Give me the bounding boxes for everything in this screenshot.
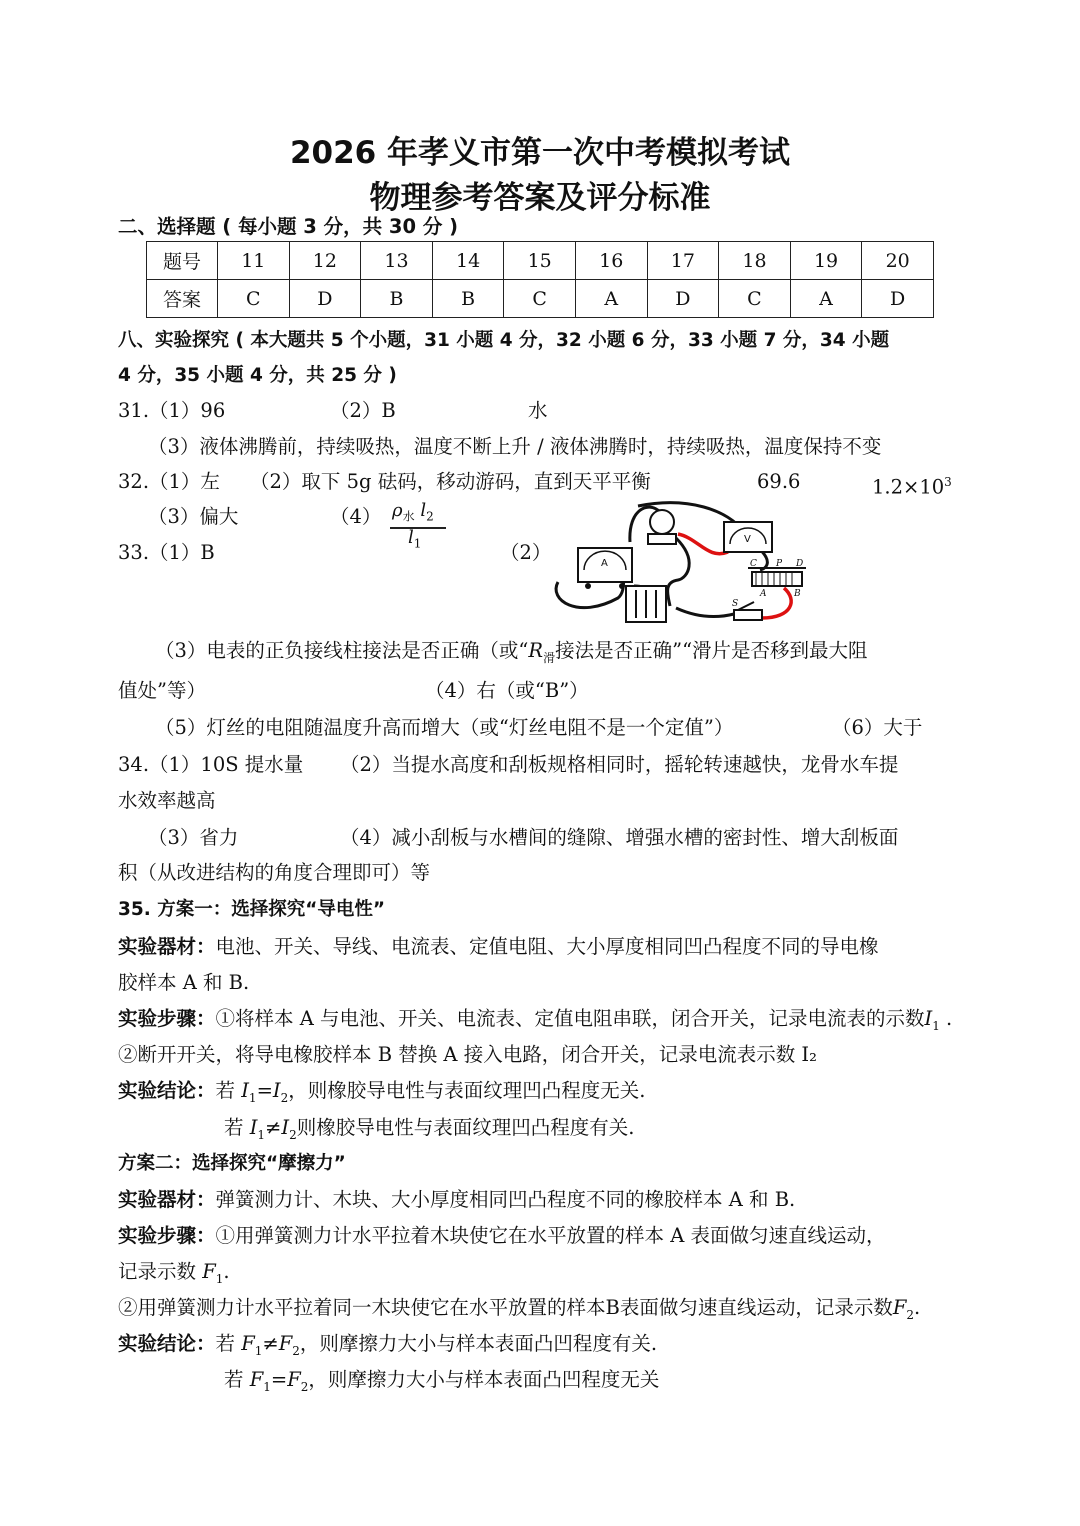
ammeter-icon bbox=[578, 548, 632, 589]
diagram-label-b: B bbox=[794, 589, 801, 599]
q35-plan2-conclusion-2 bbox=[224, 1367, 659, 1400]
var-f: F bbox=[241, 1332, 255, 1355]
title-line-2: 物理参考答案及评分标准 bbox=[369, 180, 711, 216]
label-conclusion: 实验结论： bbox=[118, 1332, 216, 1355]
q32-fraction-denominator bbox=[408, 527, 421, 551]
q35-plan2-step2-text: ②用弹簧测力计水平拉着同一木块使它在水平放置的样本B表面做匀速直线运动，记录示数 bbox=[118, 1296, 893, 1319]
var-f: F bbox=[892, 1296, 907, 1319]
q32-l2: l bbox=[420, 500, 427, 521]
table-cell: 11 bbox=[218, 242, 290, 280]
label-conclusion: 实验结论： bbox=[118, 1079, 216, 1102]
text-if: 若 bbox=[224, 1368, 250, 1391]
q35-plan1-step2: ②断开开关，将导电橡胶样本 B 替换 A 接入电路，闭合开关，记录电流表示数 I₂ bbox=[118, 1043, 817, 1066]
q35-plan1-equipment bbox=[118, 934, 879, 960]
q32-part2-density bbox=[872, 469, 952, 501]
q33-part4: （4）右（或“B”） bbox=[425, 679, 589, 702]
svg-text:A: A bbox=[601, 558, 608, 569]
q35-plan1-conclusion-2 bbox=[224, 1115, 634, 1148]
conclusion-text: ，则橡胶导电性与表面纹理凹凸程度无关. bbox=[288, 1079, 646, 1102]
q32-part2: （2）取下 5g 砝码，移动游码，直到天平平衡 bbox=[250, 470, 651, 493]
text-record: 记录示数 bbox=[118, 1260, 203, 1283]
table-cell: 13 bbox=[361, 242, 433, 280]
battery-icon bbox=[626, 586, 666, 622]
table-cell: 15 bbox=[504, 242, 576, 280]
svg-text:V: V bbox=[744, 534, 751, 545]
var-sub: 1 bbox=[263, 1379, 271, 1394]
q35-plan2-equipment-text: 弹簧测力计、木块、大小厚度相同凹凸程度不同的橡胶样本 A 和 B. bbox=[215, 1188, 796, 1211]
q32-density-base: 1.2×10 bbox=[872, 475, 945, 499]
table-cell: A bbox=[790, 280, 862, 318]
equals: = bbox=[256, 1079, 273, 1102]
table-cell: 18 bbox=[719, 242, 791, 280]
table-cell: 17 bbox=[647, 242, 719, 280]
q32-part2-value: 69.6 bbox=[757, 470, 801, 493]
q33-part5: （5）灯丝的电阻随温度升高而增大（或“灯丝电阻不是一个定值”） bbox=[155, 716, 734, 739]
equals: = bbox=[270, 1368, 288, 1391]
var-f: F bbox=[249, 1368, 264, 1391]
table-cell: 16 bbox=[575, 242, 647, 280]
q35-plan2-step1: ①用弹簧测力计水平拉着木块使它在水平放置的样本 A 表面做匀速直线运动， bbox=[215, 1224, 886, 1247]
q32-rho-sub: 水 bbox=[402, 509, 415, 524]
table-cell: C bbox=[504, 280, 576, 318]
table-cell: C bbox=[218, 280, 290, 318]
voltmeter-icon bbox=[724, 522, 772, 552]
label-equipment: 实验器材： bbox=[118, 935, 216, 958]
var-sub: 2 bbox=[906, 1307, 915, 1322]
table-cell: 12 bbox=[289, 242, 361, 280]
var-f: F bbox=[287, 1368, 301, 1391]
q32-fraction-numerator bbox=[392, 500, 434, 525]
label-steps: 实验步骤： bbox=[118, 1007, 216, 1030]
q35-plan1-equipment-text: 电池、开关、导线、电流表、定值电阻、大小厚度相同凹凸程度不同的导电橡 bbox=[215, 935, 879, 958]
diagram-label-a: A bbox=[760, 589, 767, 599]
section-8-heading-line-2: 4 分，35 小题 4 分，共 25 分 ) bbox=[118, 365, 397, 386]
var-sub: 1 bbox=[932, 1018, 940, 1033]
var-f: F bbox=[202, 1260, 216, 1283]
var-sub: 1 bbox=[257, 1127, 266, 1142]
q35-plan2-conclusion-1 bbox=[118, 1331, 657, 1364]
q32-rho: ρ bbox=[392, 500, 403, 521]
table-cell: 19 bbox=[790, 242, 862, 280]
var-sub: 2 bbox=[289, 1127, 297, 1142]
q32-part3: （3）偏大 bbox=[148, 505, 239, 528]
q33-part2: （2） bbox=[500, 541, 552, 564]
q35-plan1-steps bbox=[118, 1006, 952, 1039]
table-cell: D bbox=[647, 280, 719, 318]
q35-plan-1-heading: 35. 方案一：选择探究“导电性” bbox=[118, 899, 386, 920]
q35-plan2-equipment bbox=[118, 1187, 795, 1213]
q35-plan2-step1-cont: 记录示数 $F_1$. bbox=[118, 1260, 230, 1286]
q34-part4: （4）减小刮板与水槽间的缝隙、增强水槽的密封性、增大刮板面 bbox=[340, 826, 899, 849]
q35-plan2-step2: ②用弹簧测力计水平拉着同一木块使它在水平放置的样本B表面做匀速直线运动，记录示数$F_2$. bbox=[118, 1296, 921, 1322]
q33-part1: 33.（1）B bbox=[118, 541, 215, 564]
text-if: 若 bbox=[224, 1116, 250, 1139]
var-sub: 2 bbox=[292, 1343, 300, 1358]
conclusion-text: 则橡胶导电性与表面纹理凹凸程度有关. bbox=[296, 1116, 635, 1139]
not-equals: ≠ bbox=[265, 1116, 282, 1139]
conclusion-text: ，则摩擦力大小与样本表面凸凹程度无关 bbox=[308, 1368, 660, 1391]
q33-part3-text-a: （3）电表的正负接线柱接法是否正确（或“ bbox=[155, 639, 529, 662]
q33-part6: （6）大于 bbox=[832, 716, 923, 739]
diagram-label-c: C bbox=[750, 559, 757, 569]
section-2-heading: 二、选择题 ( 每小题 3 分，共 30 分 ) bbox=[118, 215, 459, 238]
var-i: I bbox=[281, 1116, 290, 1139]
text-if: 若 bbox=[215, 1332, 242, 1355]
section-8-heading-line-1: 八、实验探究 ( 本大题共 5 个小题，31 小题 4 分，32 小题 6 分，33 小题 7 分，34 小题 bbox=[118, 330, 890, 351]
q35-plan1-equipment-cont: 胶样本 A 和 B. bbox=[118, 971, 250, 994]
q31-part2-extra: 水 bbox=[528, 399, 548, 422]
table-cell: 20 bbox=[862, 242, 934, 280]
q33-part3-r: R bbox=[528, 639, 544, 662]
q32-density-exp: 3 bbox=[944, 475, 952, 489]
q32-part4: （4） bbox=[330, 505, 382, 528]
period: . bbox=[946, 1007, 953, 1030]
diagram-label-s: S bbox=[732, 599, 739, 609]
var-i: I bbox=[924, 1007, 933, 1030]
var-f: F bbox=[278, 1332, 293, 1355]
q35-plan2-steps bbox=[118, 1223, 886, 1249]
table-cell: B bbox=[432, 280, 504, 318]
q33-part3-cont: 值处”等） bbox=[118, 679, 206, 702]
table-label-answer: 答案 bbox=[147, 280, 218, 318]
q31-part3: （3）液体沸腾前，持续吸热，温度不断上升 / 液体沸腾时，持续吸热，温度保持不变 bbox=[148, 435, 882, 458]
q33-part3-rsub: 滑 bbox=[543, 650, 556, 665]
var-sub: 2 bbox=[300, 1379, 309, 1394]
q32-part1: 32.（1）左 bbox=[118, 470, 220, 493]
q31-part2: （2）B bbox=[330, 399, 396, 422]
q34-part3: （3）省力 bbox=[148, 826, 239, 849]
q34-part2-cont: 水效率越高 bbox=[118, 789, 216, 812]
q33-part3-text-b: 接法是否正确”“滑片是否移到最大阻 bbox=[555, 639, 868, 662]
rheostat-icon bbox=[748, 568, 806, 586]
not-equals: ≠ bbox=[262, 1332, 279, 1355]
table-cell: D bbox=[862, 280, 934, 318]
diagram-label-p: P bbox=[776, 559, 783, 569]
q34-part4-cont: 积（从改进结构的角度合理即可）等 bbox=[118, 861, 431, 884]
var-sub: 1 bbox=[215, 1271, 224, 1286]
q32-l1: l bbox=[408, 527, 414, 548]
label-steps: 实验步骤： bbox=[118, 1224, 216, 1247]
q33-part3 bbox=[155, 638, 868, 671]
table-cell: C bbox=[719, 280, 791, 318]
conclusion-text: ，则摩擦力大小与样本表面凸凹程度有关. bbox=[299, 1332, 658, 1355]
text-if: 若 bbox=[215, 1079, 242, 1102]
q32-l2-sub: 2 bbox=[426, 509, 434, 524]
var-sub: 2 bbox=[280, 1090, 289, 1105]
q32-l1-sub: 1 bbox=[413, 536, 422, 551]
q34-part1: 34.（1）10S 提水量 bbox=[118, 753, 304, 776]
bulb-icon bbox=[648, 510, 676, 544]
diagram-label-d: D bbox=[796, 559, 804, 569]
switch-icon bbox=[734, 602, 762, 620]
table-cell: 14 bbox=[432, 242, 504, 280]
table-row-answers bbox=[147, 280, 934, 318]
q35-plan1-step1: ①将样本 A 与电池、开关、电流表、定值电阻串联，闭合开关，记录电流表的示数 bbox=[215, 1007, 925, 1030]
table-row-numbers bbox=[147, 242, 934, 280]
var-i: I bbox=[249, 1116, 258, 1139]
q35-plan-2-heading: 方案二：选择探究“摩擦力” bbox=[118, 1153, 346, 1174]
table-cell: A bbox=[575, 280, 647, 318]
circuit-diagram bbox=[548, 500, 810, 630]
table-cell: D bbox=[289, 280, 361, 318]
var-sub: 1 bbox=[248, 1090, 257, 1105]
var-i: I bbox=[241, 1079, 249, 1102]
q35-plan1-conclusion-1 bbox=[118, 1078, 645, 1111]
label-equipment: 实验器材： bbox=[118, 1188, 216, 1211]
table-label-number: 题号 bbox=[147, 242, 218, 280]
q34-part2: （2）当提水高度和刮板规格相同时，摇轮转速越快，龙骨水车提 bbox=[340, 753, 899, 776]
answer-table bbox=[146, 241, 934, 318]
table-cell: B bbox=[361, 280, 433, 318]
var-i: I bbox=[272, 1079, 281, 1102]
title-line-1: 2026 年孝义市第一次中考模拟考试 bbox=[289, 135, 791, 171]
var-sub: 1 bbox=[254, 1343, 263, 1358]
q31-part1: 31.（1）96 bbox=[118, 399, 226, 422]
